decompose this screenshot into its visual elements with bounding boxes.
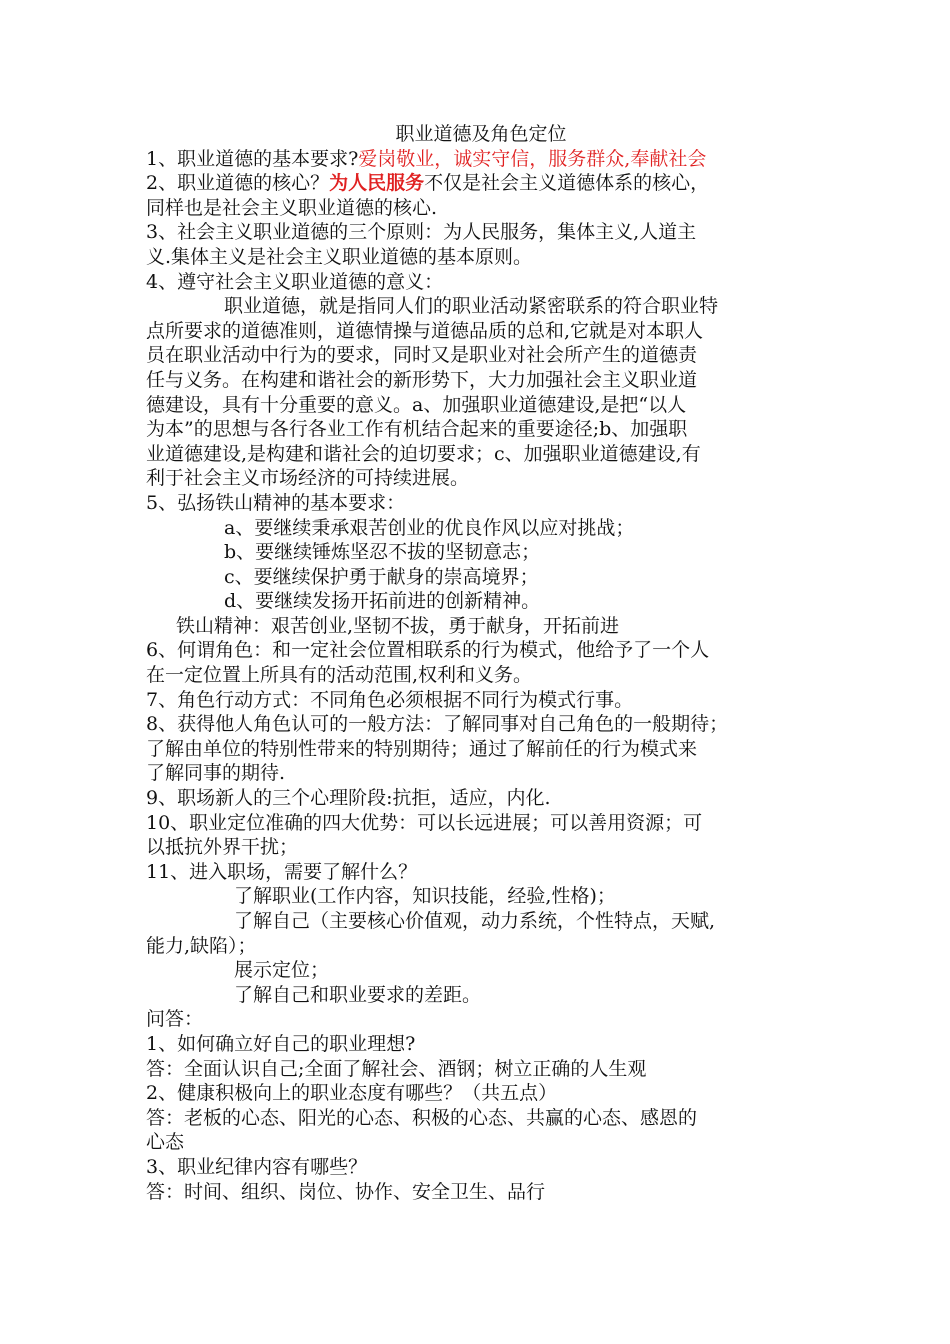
question-5-item: b、要继续锤炼坚忍不拔的坚韧意志；: [224, 541, 541, 564]
question-1: [146, 147, 816, 172]
question-11-item-continued: 能力,缺陷）；: [146, 934, 257, 957]
question-11-item: 了解职业(工作内容，知识技能，经验,性格)；: [234, 885, 616, 908]
qa-question-3: 3、职业纪律内容有哪些？: [146, 1155, 368, 1178]
question-1-answer: 爱岗敬业，诚实守信，服务群众,奉献社会: [358, 147, 707, 170]
question-11-item: 了解自己和职业要求的差距。: [234, 983, 482, 1006]
question-8-line-1: 8、获得他人角色认可的一般方法：了解同事对自己角色的一般期待；: [146, 713, 729, 736]
question-4-paragraph-line: 点所要求的道德准则，道德情操与道德品质的总和,它就是对本职人: [146, 319, 704, 342]
question-9: 9、职场新人的三个心理阶段:抗拒，适应，内化.: [146, 787, 551, 810]
question-2-emphasis: 为人民服务: [329, 172, 425, 195]
question-11-heading: 11、进入职场，需要了解什么？: [146, 860, 418, 883]
question-2-line-2: 同样也是社会主义职业道德的核心.: [146, 196, 438, 219]
question-5-item: d、要继续发扬开拓前进的创新精神。: [224, 590, 541, 613]
tieshan-spirit: 铁山精神：艰苦创业,坚韧不拔，勇于献身，开拓前进: [176, 614, 620, 637]
question-4-paragraph-line: 任与义务。在构建和谐社会的新形势下，大力加强社会主义职业道: [146, 368, 698, 391]
question-8-line-2: 了解由单位的特别性带来的特别期待；通过了解前任的行为模式来: [146, 737, 698, 760]
question-11-item: 了解自己（主要核心价值观，动力系统，个性特点，天赋,: [234, 910, 716, 932]
question-2: [146, 171, 816, 196]
qa-question-1: 1、如何确立好自己的职业理想?: [146, 1032, 416, 1055]
question-4-paragraph-line: 员在职业活动中行为的要求，同时又是职业对社会所产生的道德责: [146, 344, 698, 367]
question-2-suffix: 不仅是社会主义道德体系的核心，: [424, 172, 710, 195]
question-11-item: 展示定位；: [234, 959, 330, 982]
question-5-heading: 5、弘扬铁山精神的基本要求：: [146, 491, 406, 514]
question-5-item: c、要继续保护勇于献身的崇高境界；: [224, 565, 539, 588]
question-4-paragraph-line: 业道德建设,是构建和谐社会的迫切要求；c、加强职业道德建设,有: [146, 442, 701, 465]
question-5-item: a、要继续秉承艰苦创业的优良作风以应对挑战；: [224, 516, 635, 539]
question-3-line-1: 3、社会主义职业道德的三个原则：为人民服务，集体主义,人道主: [146, 221, 697, 244]
qa-answer-1: 答：全面认识自己;全面了解社会、酒钢；树立正确的人生观: [146, 1057, 647, 1080]
question-4-heading: 4、遵守社会主义职业道德的意义：: [146, 270, 444, 293]
question-4-paragraph-line: 利于社会主义市场经济的可持续进展。: [146, 467, 470, 490]
qa-answer-2-line-2: 心态: [146, 1131, 185, 1154]
question-2-prefix: 2、职业道德的核心？: [146, 172, 330, 195]
question-6-line-2: 在一定位置上所具有的活动范围,权利和义务。: [146, 664, 533, 687]
question-4-paragraph-line: 德建设，具有十分重要的意义。a、加强职业道德建设,是把“以人: [146, 393, 687, 416]
qa-heading: 问答：: [146, 1008, 204, 1031]
qa-answer-3: 答：时间、组织、岗位、协作、安全卫生、品行: [146, 1180, 546, 1203]
document-page: [146, 122, 816, 1204]
question-8-line-3: 了解同事的期待.: [146, 762, 286, 785]
question-3-line-2: 义.集体主义是社会主义职业道德的基本原则。: [146, 245, 533, 268]
question-10-line-1: 10、职业定位准确的四大优势：可以长远进展；可以善用资源；可: [146, 811, 703, 834]
question-7: 7、角色行动方式：不同角色必须根据不同行为模式行事。: [146, 688, 634, 711]
qa-answer-2-line-1: 答：老板的心态、阳光的心态、积极的心态、共赢的心态、感恩的: [146, 1106, 698, 1129]
question-4-paragraph-line: 职业道德，就是指同人们的职业活动紧密联系的符合职业特: [224, 295, 719, 318]
question-10-line-2: 以抵抗外界干扰；: [146, 836, 299, 859]
question-4-paragraph-line: 为本”的思想与各行各业工作有机结合起来的重要途径;b、加强职: [146, 418, 688, 441]
qa-question-2: 2、健康积极向上的职业态度有哪些？（共五点）: [146, 1082, 558, 1105]
question-1-text: 1、职业道德的基本要求?: [146, 147, 359, 170]
document-title: 职业道德及角色定位: [395, 123, 567, 145]
question-6-line-1: 6、何谓角色：和一定社会位置相联系的行为模式，他给予了一个人: [146, 639, 710, 662]
